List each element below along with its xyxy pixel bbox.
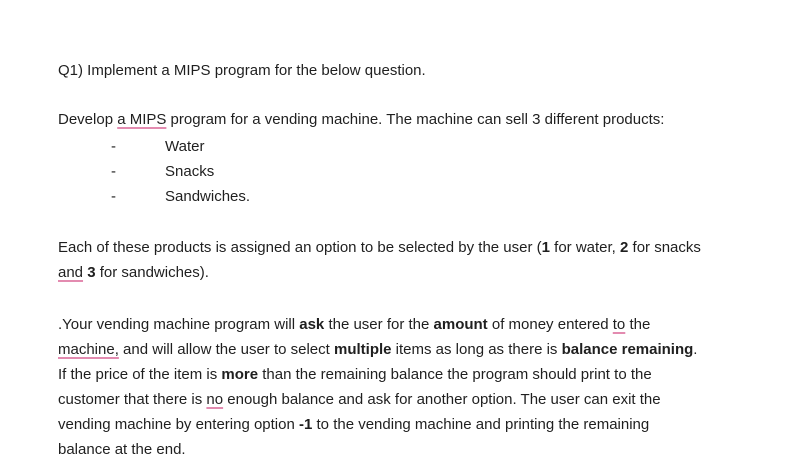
bold-option: 2 xyxy=(620,239,629,256)
text-run: to the vending machine and printing the remaining xyxy=(312,416,650,433)
intro-paragraph xyxy=(58,110,664,130)
details-line xyxy=(58,415,649,435)
intro-text-2: program for a vending machine. The machine can sell 3 different products: xyxy=(166,111,665,128)
bold-option: 3 xyxy=(87,264,96,281)
text-run: . xyxy=(693,341,698,358)
text-run: vending machine by entering option xyxy=(58,416,299,433)
text-run: items as long as there is xyxy=(391,341,562,358)
bold-option: 1 xyxy=(541,239,550,256)
list-dash: - xyxy=(111,188,116,205)
details-line xyxy=(58,315,650,335)
product-label: Snacks xyxy=(165,163,215,180)
details-line xyxy=(58,440,186,460)
text-run: .Your vending machine program will xyxy=(58,316,300,333)
grammar-flag[interactable]: and xyxy=(58,264,84,281)
bold-text: ask xyxy=(299,316,325,333)
text-run: Each of these products is assigned an option to be selected by the user ( xyxy=(58,239,542,256)
product-label: Water xyxy=(165,138,205,155)
text-run: of money entered xyxy=(487,316,613,333)
details-line xyxy=(58,365,652,385)
text-run: the user for the xyxy=(324,316,434,333)
text-run: and will allow the user to select xyxy=(118,341,334,358)
text-run: for snacks xyxy=(628,239,701,256)
details-line xyxy=(58,340,697,360)
question-title: Q1) Implement a MIPS program for the below question. xyxy=(58,62,426,79)
intro-text-1: Develop xyxy=(58,111,118,128)
product-label: Sandwiches. xyxy=(165,188,251,205)
grammar-flag[interactable]: a MIPS xyxy=(117,111,167,128)
grammar-flag[interactable]: no xyxy=(206,391,224,408)
text-run: balance at the end. xyxy=(58,441,186,458)
bold-text: multiple xyxy=(333,341,392,358)
cropped-text-fragment xyxy=(408,0,468,2)
bold-text: balance remaining xyxy=(561,341,694,358)
text-run: for water, xyxy=(549,239,621,256)
list-dash: - xyxy=(111,138,116,155)
bold-text: more xyxy=(221,366,259,383)
text-run: customer that there is xyxy=(58,391,207,408)
options-paragraph-line xyxy=(58,238,701,258)
list-dash: - xyxy=(111,163,116,180)
bold-text: amount xyxy=(433,316,488,333)
text-run: for sandwiches). xyxy=(95,264,209,281)
bold-text: -1 xyxy=(299,416,313,433)
text-run: the xyxy=(625,316,651,333)
details-line xyxy=(58,390,661,410)
text-run: If the price of the item is xyxy=(58,366,222,383)
grammar-flag[interactable]: machine, xyxy=(58,341,119,358)
grammar-flag[interactable]: to xyxy=(612,316,626,333)
text-run: enough balance and ask for another option. The user can exit the xyxy=(223,391,661,408)
options-paragraph-line xyxy=(58,263,209,283)
text-run: than the remaining balance the program should print to the xyxy=(258,366,652,383)
